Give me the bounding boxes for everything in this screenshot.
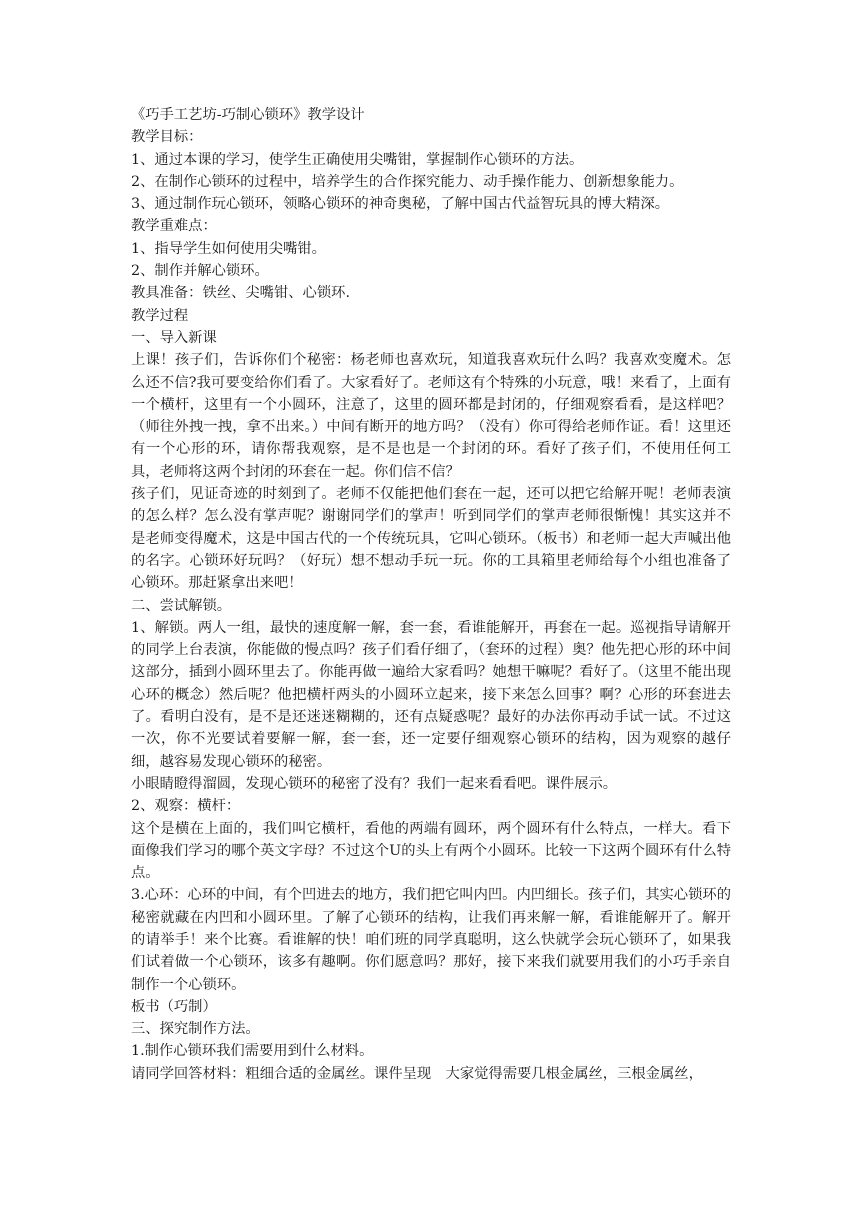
subsection-heading: 2、观察：横杆： bbox=[131, 798, 241, 815]
paragraph: 这个是横在上面的，我们叫它横杆，看他的两端有圆环，两个圆环有什么特点，一样大。看下面像我们学习的哪个英文字母？不过这个U的头上有两个小圆环。比较一下这两个圆环有什么特点。 bbox=[131, 820, 731, 882]
document-body bbox=[131, 104, 731, 1085]
subsection-heading: 1.制作心锁环我们需要用到什么材料。 bbox=[131, 1043, 374, 1060]
paragraph: 上课！孩子们，告诉你们个秘密：杨老师也喜欢玩，知道我喜欢玩什么吗？我喜欢变魔术。怎么还不信?我可要变给你们看了。大家看好了。老师这有个特殊的小玩意，哦！来看了，上面有一个横杆，这里有一个小圆环，注意了，这里的圆环都是封闭的，仔细观察看看，是这样吧？（师往外拽一拽，拿不出来。）中间有断开的地方吗？（没有）你可得给老师作证。看！这里还有一个心形的环，请你帮我观察，是不是也是一个封闭的环。看好了孩子们，不使用任何工具，老师将这两个封闭的环套在一起。你们信不信？ bbox=[131, 352, 731, 480]
goals-heading: 教学目标： bbox=[131, 129, 203, 146]
goal-item: 3、通过制作玩心锁环，领略心锁环的神奇奥秘，了解中国古代益智玩具的博大精深。 bbox=[131, 196, 670, 213]
document-title: 《巧手工艺坊-巧制心锁环》教学设计 bbox=[131, 107, 365, 123]
key-points-heading: 教学重难点： bbox=[131, 218, 217, 235]
materials-line: 教具准备：铁丝、尖嘴钳、心锁环. bbox=[131, 285, 350, 302]
paragraph: 请同学回答材料：粗细合适的金属丝。课件呈现 大家觉得需要几根金属丝，三根金属丝， bbox=[131, 1065, 703, 1082]
key-point-item: 2、制作并解心锁环。 bbox=[131, 263, 269, 280]
section-heading: 一、导入新课 bbox=[131, 329, 217, 346]
board-note: 板书（巧制） bbox=[131, 998, 217, 1015]
section-heading: 二、尝试解锁。 bbox=[131, 597, 232, 614]
process-heading: 教学过程 bbox=[131, 307, 189, 324]
paragraph: 孩子们，见证奇迹的时刻到了。老师不仅能把他们套在一起，还可以把它给解开呢！老师表演的怎么样？怎么没有掌声呢？谢谢同学们的掌声！听到同学们的掌声老师很惭愧！其实这并不是老师变得魔术，这是中国古代的一个传统玩具，它叫心锁环。（板书）和老师一起大声喊出他的名字。心锁环好玩吗？（好玩）想不想动手玩一玩。你的工具箱里老师给每个小组也准备了心锁环。那赶紧拿出来吧！ bbox=[131, 486, 731, 592]
key-point-item: 1、指导学生如何使用尖嘴钳。 bbox=[131, 240, 326, 257]
section-heading: 三、探究制作方法。 bbox=[131, 1021, 260, 1038]
paragraph: 1、解锁。两人一组，最快的速度解一解，套一套，看谁能解开，再套在一起。巡视指导请解开的同学上台表演，你能做的慢点吗？孩子们看仔细了，（套环的过程）奥？他先把心形的环中间这部分，插到小圆环里去了。你能再做一遍给大家看吗？她想干嘛呢？看好了。（这里不能出现心环的概念）然后呢？他把横杆两头的小圆环立起来，接下来怎么回事？啊？心形的环套进去了。看明白没有，是不是还迷迷糊糊的，还有点疑惑呢？最好的办法你再动手试一试。不过这一次，你不光要试着要解一解，套一套，还一定要仔细观察心锁环的结构，因为观察的越仔细，越容易发现心锁环的秘密。 bbox=[131, 619, 731, 770]
paragraph: 小眼睛瞪得溜圆，发现心锁环的秘密了没有？我们一起来看看吧。课件展示。 bbox=[131, 775, 618, 792]
paragraph: 3.心环：心环的中间，有个凹进去的地方，我们把它叫内凹。内凹细长。孩子们，其实心锁环的秘密就藏在内凹和小圆环里。了解了心锁环的结构，让我们再来解一解，看谁能解开了。解开的请举手！来个比赛。看谁解的快！咱们班的同学真聪明，这么快就学会玩心锁环了，如果我们试着做一个心锁环，该多有趣啊。你们愿意吗？那好，接下来我们就要用我们的小巧手亲自制作一个心锁环。 bbox=[131, 887, 731, 993]
goal-item: 1、通过本课的学习，使学生正确使用尖嘴钳，掌握制作心锁环的方法。 bbox=[131, 151, 584, 168]
goal-item: 2、在制作心锁环的过程中，培养学生的合作探究能力、动手操作能力、创新想象能力。 bbox=[131, 173, 684, 190]
